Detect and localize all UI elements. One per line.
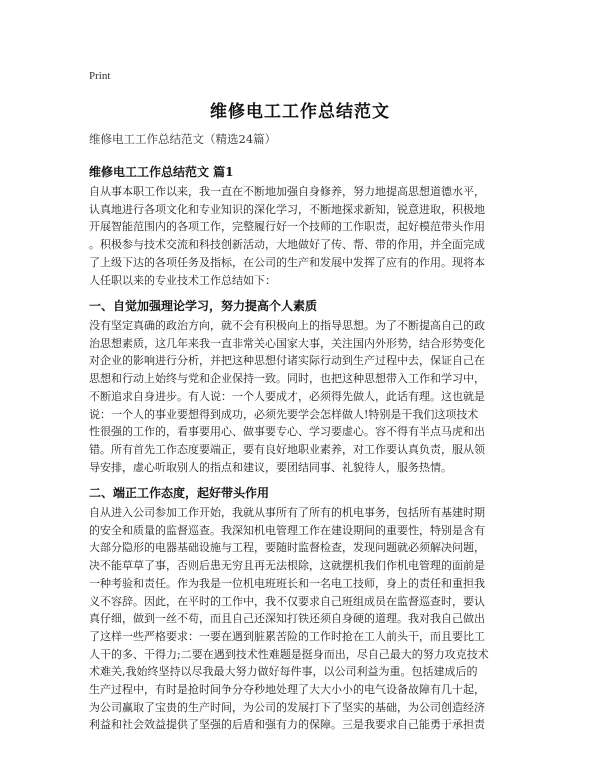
paragraph-line: 性很强的工作的，看事要用心、做事要专心、学习要虚心。容不得有半点马虎和出 bbox=[89, 425, 485, 439]
paragraph-line: 大部分隐形的电器基础设施与工程，要随时监督检查，发现问题就必须解决问题， bbox=[89, 541, 485, 555]
section-heading: 维修电工工作总结范文 篇1 bbox=[89, 165, 234, 179]
subheading-1: 一、自觉加强理论学习，努力提高个人素质 bbox=[89, 299, 318, 313]
page-title: 维修电工工作总结范文 bbox=[210, 102, 390, 122]
paragraph-line: 不断追求自身进步。有人说：一个人要成才，必须得先做人，此话有理。这也就是 bbox=[89, 389, 485, 403]
paragraph-line: 了上级下达的各项任务及指标，在公司的生产和发展中发挥了应有的作用。现将本 bbox=[89, 255, 485, 269]
paragraph-line: 说：一个人的事业要想得到成功，必须先要学会怎样做人!特别是干我们这项技术 bbox=[89, 407, 479, 421]
paragraph-line: 了这样一些严格要求：一要在遇到脏累苦险的工作时抢在工人前头干，而且要比工 bbox=[89, 629, 485, 643]
document-subtitle: 维修电工工作总结范文（精选24篇） bbox=[89, 132, 277, 146]
paragraph-1 bbox=[89, 317, 513, 476]
paragraph-line: 一种考验和责任。作为我是一位机电班班长和一名电工技师，身上的责任和重担我 bbox=[89, 576, 485, 590]
paragraph-line: 开展智能范围内的各项工作，完整履行好一个技师的工作职责，起好模范带头作用 bbox=[89, 220, 485, 234]
paragraph-line: 生产过程中，有时是抢时间争分夺秒地处理了大大小小的电气设备故障有几十起， bbox=[89, 683, 485, 697]
paragraph-line: 真仔细，做到一丝不苟，而且自己还深知打铁还须自身硬的道理。我对我自己做出 bbox=[89, 612, 485, 626]
paragraph-line: 利益和社会效益提供了坚强的后盾和强有力的保障。三是我要求自己能勇于承担责 bbox=[89, 718, 485, 732]
paragraph-line: 认真地进行各项文化和专业知识的深化学习，不断地探求新知，锐意进取，积极地 bbox=[89, 202, 485, 216]
paragraph-line: 自从进入公司参加工作开始，我就从事所有了所有的机电事务，包括所有基建时期 bbox=[89, 506, 485, 519]
paragraph-line: 义不容辞。因此，在平时的工作中，我不仅要求自己班组成员在监督巡查时，要认 bbox=[89, 594, 485, 608]
paragraph-line: 自从事本职工作以来，我一直在不断地加强自身修养，努力地提高思想道德水平， bbox=[89, 185, 485, 198]
subheading-2: 二、端正工作态度，起好带头作用 bbox=[89, 486, 270, 500]
paragraph-line: 人任职以来的专业技术工作总结如下： bbox=[89, 273, 276, 287]
paragraph-line: 治思想素质，这几年来我一直非常关心国家大事，关注国内外形势，结合形势变化 bbox=[89, 336, 485, 350]
paragraph-line: 。积极参与技术交流和科技创新活动，大地做好了传、帮、带的作用，并全面完成 bbox=[89, 238, 485, 252]
print-link[interactable]: Print bbox=[89, 70, 111, 82]
intro-paragraph bbox=[89, 183, 513, 289]
paragraph-line: 思想和行动上始终与党和企业保持一致。同时，也把这种思想带入工作和学习中， bbox=[89, 372, 485, 386]
paragraph-line: 人干的多、干得力;二要在遇到技术性难题是挺身而出，尽自己最大的努力攻克技术 bbox=[89, 647, 489, 661]
paragraph-line: 对企业的影响进行分析，并把这种思想付诸实际行动到生产过程中去，保证自己在 bbox=[89, 354, 485, 368]
paragraph-line: 决不能草草了事，否则后患无穷且再无法根除，这就摆机我们作机电管理的面前是 bbox=[89, 559, 485, 573]
paragraph-line: 没有坚定真确的政治方向，就不会有积极向上的指导思想。为了不断提高自己的政 bbox=[89, 319, 485, 332]
paragraph-line: 错。所有首先工作态度要端正，要有良好地职业素养，对工作要认真负责，服从领 bbox=[89, 442, 485, 456]
paragraph-line: 为公司赢取了宝贵的生产时间，为公司的发展打下了坚实的基础，为公司创造经济 bbox=[89, 700, 485, 714]
paragraph-line: 的安全和质量的监督巡查。我深知机电管理工作在建设期间的重要性，特别是含有 bbox=[89, 523, 485, 537]
paragraph-line: 导安排，虚心听取别人的指点和建议，要团结同事、礼貌待人，服务热情。 bbox=[89, 460, 452, 474]
paragraph-2 bbox=[89, 504, 513, 734]
paragraph-line: 术难关,我始终坚持以尽我最大努力做好每件事，以公司利益为重。包括建成后的 bbox=[89, 665, 478, 679]
